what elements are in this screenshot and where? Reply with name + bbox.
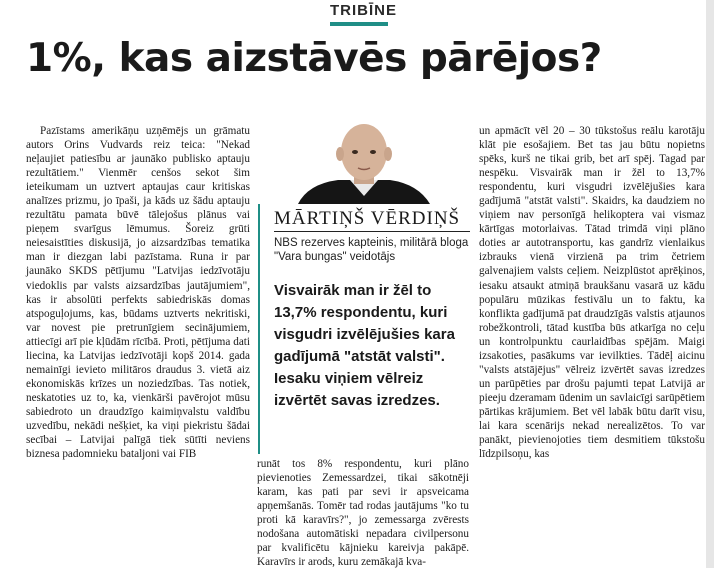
author-description: NBS rezerves kapteinis, militārā bloga "Vara bungas" veidotājs bbox=[274, 237, 469, 263]
article-column-3 bbox=[479, 124, 705, 461]
article-column-2 bbox=[257, 457, 469, 569]
paragraph: runāt tos 8% respondentu, kuri plāno pievienoties Zemessardzei, tikai sākotnēji karam, kas pati par sevi ir apsveicama apņemšanās. Tomēr tad rodas jautājums "ko tu proti kā karavīrs?", jo zemessarga zvērests nodošana automātiski nepadara civilpersonu par kvalificētu kājnieku kareivja pakāpē. Karavīrs ir arods, kuru zemākajā kva- bbox=[257, 458, 469, 569]
author-divider bbox=[274, 231, 470, 232]
page-edge bbox=[706, 0, 714, 568]
headline: 1%, kas aizstāvēs pārējos? bbox=[26, 36, 602, 81]
paragraph: Pazīstams amerikāņu uzņēmējs un grāmatu autors Orins Vudvards reiz teica: "Nekad neļaujiet patiesību ar jaunāko publisko aptauju rezultātiem." Vienmēr cenšos sekot šim ieteikumam un uztvert aptaujas caur kritiskas analīzes prizmu, jo īpaši, ja kāds uz šādu aptauju rezultātu pamata būvē tālejošus plānus vai pieņem svarīgus lēmumus. Šoreiz grūti neiesaistīties diskusijā, jo aizsardzības tematika man ir diezgan labi pazīstama. Runa ir par jaunāko SKDS pētījumu "Latvijas iedzīvotāju viedoklis par valsts aizsardzības jautājumiem", kas ir absolūti perfekts sabiedriskās domas atspoguļojums, kas, būdams uztverts nekritiski, var novest pie pretrunīgiem secinājumiem, attiecīgi arī pie kļūdām rīcībā. Proti, pētījuma dati liecina, ka Latvijas iedzīvotāji kopš 2014. gada nemainīgi ievieto militāros draudus 3. vietā aiz ekonomiskās krīzes un noziedzības. Tas notiek, neskatoties uz to, ka, vienkārši pavērojot mūsu sabiedroto un draudzīgo kaimiņvalstu valdību uzvedību, nekādi nešķiet, ka viņi piekristu šādai secībai – Latvijai palīgā tiek sūtīti neviens biznesa padomnieku bataljoni vai FIB bbox=[26, 125, 250, 461]
author-name: MĀRTIŅŠ VĒRDIŅŠ bbox=[274, 208, 461, 229]
author-photo bbox=[258, 122, 470, 204]
article-column-1 bbox=[26, 124, 250, 461]
section-label: TRIBĪNE bbox=[330, 2, 397, 19]
paragraph: un apmācīt vēl 20 – 30 tūkstošus reālu karotāju klāt pie esošajiem. Bet tas jau būtu nopietns spēks, kurš ne tikai grib, bet arī spēj. Tagad par nespēku. Visvairāk man ir žēl to 13,7% respondentu, kuri visgudri izvēlējušies kara gadījumā "atstāt valsti". Skaidrs, ka daudziem no viņiem nav personīgā helikoptera vai vismaz kārtīgas motorlaivas. Tātad trimdā viņi plāno doties ar autotransportu, kas gandrīz vienlaikus izbrauks vienā virzienā pa trim četriem galvenajiem valsts ceļiem. Neizplūstot aprēķinos, iesaku atsaukt atmiņā braukšanu vasarā uz kādu populāru mūzikas festivālu un to faktu, ka konflikta gadījumā pat draudzīgās valstis atjaunos robežkontroli, tātad kustība būs atkarīga no ceļu un kontrolpunktu caurlaidības spējām. Maigi izsakoties, pasākums var ievilkties. Tādēļ aicinu "valsts atstājējus" vēlreiz izvērtēt savas izredzes un parūpēties par drošu pajumti tepat Latvijā ar pieeju dzeramam ūdenim un savlaicīgi sarūpētiem pārtikas krājumiem. Bet vēl labāk būtu darīt visu, lai kara scenārijs nekad nerealizētos. To var panākt, pievienojoties tiem desmitiem tūkstošu līdzpilsoņu, kas bbox=[479, 125, 705, 461]
pull-quote: Visvairāk man ir žēl to 13,7% respondentu, kuri visgudri izvēlējušies kara gadījumā "atstāt valsti". Iesaku viņiem vēlreiz izvērtēt savas izredzes. bbox=[274, 282, 455, 409]
section-accent-bar bbox=[330, 22, 388, 26]
